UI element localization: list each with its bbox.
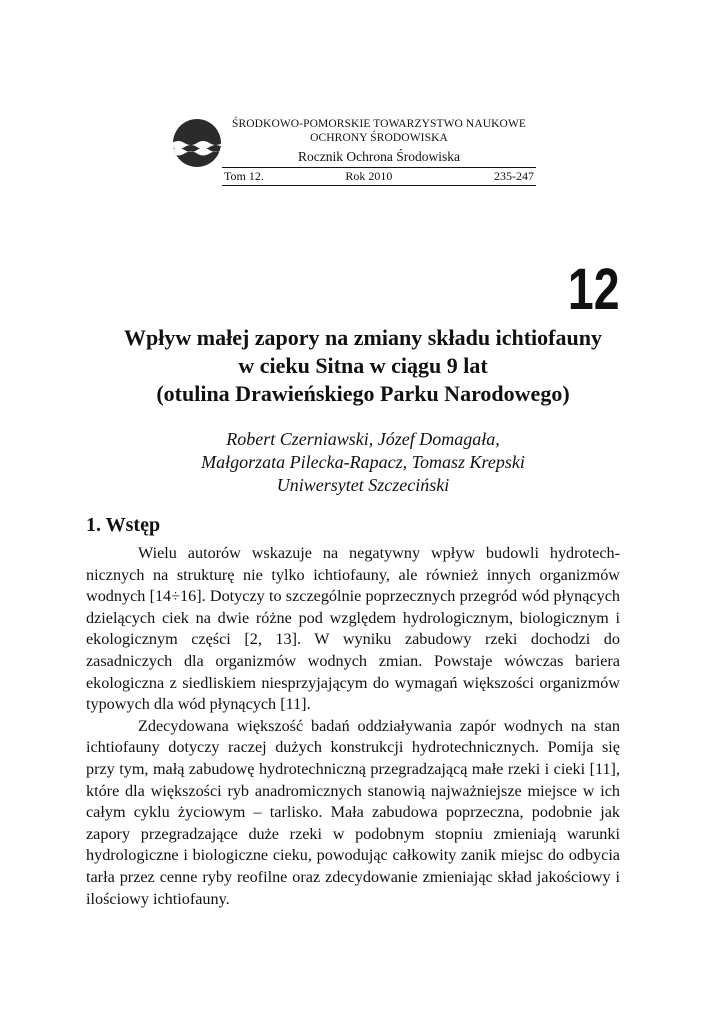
paragraph-2: Zdecydowana większość badań oddziaływania zapór wodnych na stan ichtiofauny dotyczy raczej dużych konstrukcji hydrotechnicznych. Pomija się przy tym, małą zabudowę hydrotechniczną przegradzającą małe rzeki i cieki [11], które dla większości ryb anadromicznych stanowią najważniejsze miejsce w ich całym cyklu życiowym – tarlisko. Mała zabudowa poprzeczna, podobnie jak zapory przegradzające duże rzeki w podobnym stopniu zmieniają warunki hydrologiczne i biologiczne cieku, powodując całkowity zanik miejsc do odbycia tarła przez cenne ryby reofilne oraz zdecydowanie zmieniając skład jakościowy i ilościowy ichtiofauny.: [86, 716, 620, 908]
year-label: Rok 2010: [345, 169, 393, 183]
society-name-line1: ŚRODKOWO-POMORSKIE TOWARZYSTWO NAUKOWE: [231, 118, 527, 130]
journal-meta-row: [222, 167, 536, 186]
authors-line-2: Małgorzata Pilecka-Rapacz, Tomasz Krepski: [201, 452, 525, 472]
volume-label: Tom 12.: [224, 169, 264, 183]
affiliation: Uniwersytet Szczeciński: [276, 475, 450, 495]
society-logo-icon: [172, 118, 222, 168]
section-heading: 1. Wstęp: [86, 514, 161, 536]
journal-title: Rocznik Ochrona Środowiska: [298, 149, 460, 164]
page-range: 235-247: [494, 169, 534, 183]
paragraph-1: Wielu autorów wskazuje na negatywny wpływ budowli hydrotechnicznych na strukturę nie tylko ichtiofauny, ale również innych organizmów wodnych [14÷16]. Dotyczy to szczególnie poprzecznych przegród wód płynących dzielących ciek na dwie różne pod względem hydrologicznym, biologicznym i ekologicznym części [2, 13]. W wyniku zabudowy rzeki dochodzi do zasadniczych dla organizmów wodnych zmian. Powstaje wówczas bariera ekologiczna z siedliskiem niesprzyjającym do wymagań większości organizmów typowych dla wód płynących [11].: [86, 544, 620, 714]
society-name-line2: OCHRONY ŚRODOWISKA: [310, 132, 448, 144]
journal-header: [222, 117, 536, 166]
title-line-2: w cieku Sitna w ciągu 9 lat: [238, 353, 488, 378]
title-line-1: Wpływ małej zapory na zmiany składu ichtiofauny: [124, 325, 602, 350]
section-body: [86, 543, 620, 910]
title-line-3: (otulina Drawieńskiego Parku Narodowego): [156, 381, 570, 406]
authors-block: [60, 428, 666, 497]
authors-line-1: Robert Czerniawski, Józef Domagała,: [226, 429, 500, 449]
article-title: [60, 324, 666, 408]
chapter-number: 12: [568, 257, 620, 322]
